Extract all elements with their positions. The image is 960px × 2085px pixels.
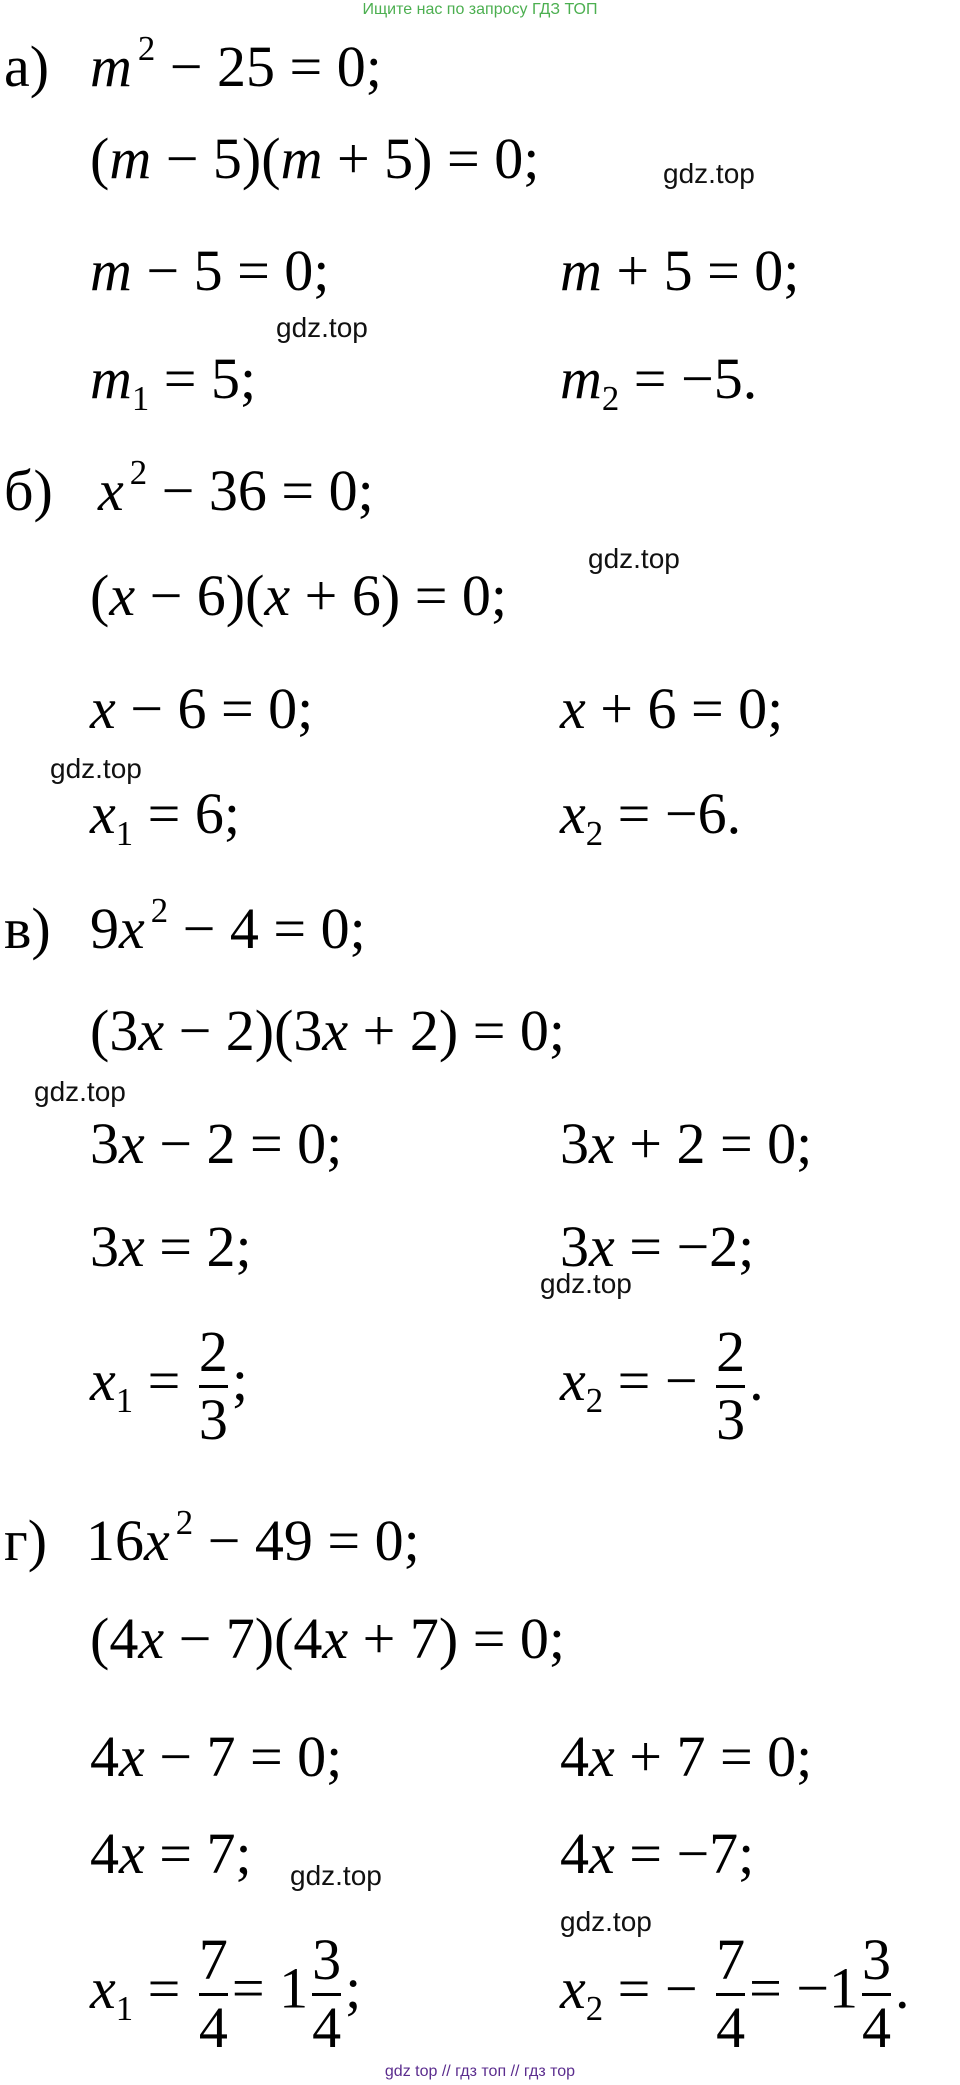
root2-g-mixed-numerator: 3 bbox=[862, 1927, 891, 1992]
right-eq-a: m + 5 = 0; bbox=[560, 238, 800, 303]
factored-b: (x − 6)(x + 6) = 0; bbox=[90, 563, 508, 628]
root2-v bbox=[560, 1319, 764, 1452]
root1-v-denominator: 3 bbox=[198, 1386, 228, 1452]
root2-v-fraction bbox=[716, 1319, 746, 1452]
top-banner: Ищите нас по запросу ГДЗ ТОП bbox=[362, 1, 598, 18]
watermark: gdz.top bbox=[34, 1076, 126, 1107]
equation-b: x $^2$ − 36 = 0; bbox=[98, 452, 374, 523]
root1-v-numerator: 2 bbox=[198, 1319, 228, 1384]
semicolon: ; bbox=[231, 1347, 248, 1413]
root2-b: $x_2 = -6$. bbox=[560, 781, 742, 854]
right-eq2-v: 3x = −2; bbox=[560, 1214, 755, 1279]
root1-v-prefix: $x_1$ = bbox=[90, 1347, 181, 1420]
root2-g bbox=[560, 1927, 910, 2060]
root2-a: $m_2 = -5$. bbox=[560, 346, 758, 419]
watermark: gdz.top bbox=[540, 1268, 632, 1299]
root2-g-denominator: 4 bbox=[716, 1994, 746, 2060]
period: . bbox=[749, 1347, 764, 1413]
root1-g-mixed-denominator: 4 bbox=[312, 1994, 342, 2060]
footer: gdz top // гдз топ // гдз тор bbox=[384, 2063, 576, 2080]
factored-g: (4x − 7)(4x + 7) = 0; bbox=[90, 1606, 566, 1671]
equation-v: 9x $^2$ − 4 = 0; bbox=[90, 890, 366, 961]
left-eq2-g: 4x = 7; bbox=[90, 1821, 252, 1886]
root2-v-denominator: 3 bbox=[716, 1386, 746, 1452]
root2-g-prefix: $x_2$ = − bbox=[560, 1955, 698, 2028]
watermark: gdz.top bbox=[560, 1906, 652, 1937]
root2-g-numerator: 7 bbox=[716, 1927, 746, 1992]
left-eq2-v: 3x = 2; bbox=[90, 1214, 252, 1279]
semicolon: ; bbox=[345, 1955, 362, 2021]
label-a: а) bbox=[4, 34, 50, 99]
left-eq-b: x − 6 = 0; bbox=[90, 676, 314, 741]
root1-g-mixed-numerator: 3 bbox=[312, 1927, 342, 1992]
left-eq-a: m − 5 = 0; bbox=[90, 238, 330, 303]
label-g: г) bbox=[4, 1508, 48, 1573]
root2-g-mixed-fraction bbox=[862, 1927, 891, 2060]
right-eq-b: x + 6 = 0; bbox=[560, 676, 784, 741]
root1-g-prefix: $x_1$ = bbox=[90, 1955, 181, 2028]
root1-g bbox=[90, 1927, 362, 2060]
equation-g: 16x $^2$ − 49 = 0; bbox=[86, 1502, 420, 1573]
root1-b: $x_1 = 6$; bbox=[90, 781, 240, 854]
label-v: в) bbox=[4, 896, 51, 961]
root1-g-mid: = 1 bbox=[231, 1955, 309, 2021]
root1-v bbox=[90, 1319, 248, 1452]
right-eq2-g: 4x = −7; bbox=[560, 1821, 755, 1886]
factored-a: (m − 5)(m + 5) = 0; bbox=[90, 126, 540, 191]
watermark: gdz.top bbox=[50, 753, 142, 784]
left-eq-v: 3x − 2 = 0; bbox=[90, 1111, 343, 1176]
root2-v-prefix: $x_2$ = − bbox=[560, 1347, 698, 1420]
root1-g-fraction bbox=[198, 1927, 228, 2060]
root1-g-mixed-fraction bbox=[312, 1927, 342, 2060]
right-eq-g: 4x + 7 = 0; bbox=[560, 1724, 813, 1789]
equation-a: m $^2$ − 25 = 0; bbox=[90, 28, 382, 99]
root2-v-numerator: 2 bbox=[716, 1319, 746, 1384]
label-b: б) bbox=[4, 458, 53, 523]
watermark: gdz.top bbox=[290, 1860, 382, 1891]
period: . bbox=[895, 1955, 910, 2021]
root2-g-mid: = −1 bbox=[749, 1955, 858, 2021]
factored-v: (3x − 2)(3x + 2) = 0; bbox=[90, 998, 566, 1063]
root2-g-mixed-denominator: 4 bbox=[862, 1994, 891, 2060]
watermark: gdz.top bbox=[276, 312, 368, 343]
root1-g-denominator: 4 bbox=[198, 1994, 228, 2060]
watermark: gdz.top bbox=[588, 543, 680, 574]
left-eq-g: 4x − 7 = 0; bbox=[90, 1724, 343, 1789]
root1-v-fraction bbox=[198, 1319, 228, 1452]
root2-g-fraction bbox=[716, 1927, 746, 2060]
watermark: gdz.top bbox=[663, 158, 755, 189]
root1-a: $m_1 = 5$; bbox=[90, 346, 257, 419]
right-eq-v: 3x + 2 = 0; bbox=[560, 1111, 813, 1176]
root1-g-numerator: 7 bbox=[198, 1927, 228, 1992]
